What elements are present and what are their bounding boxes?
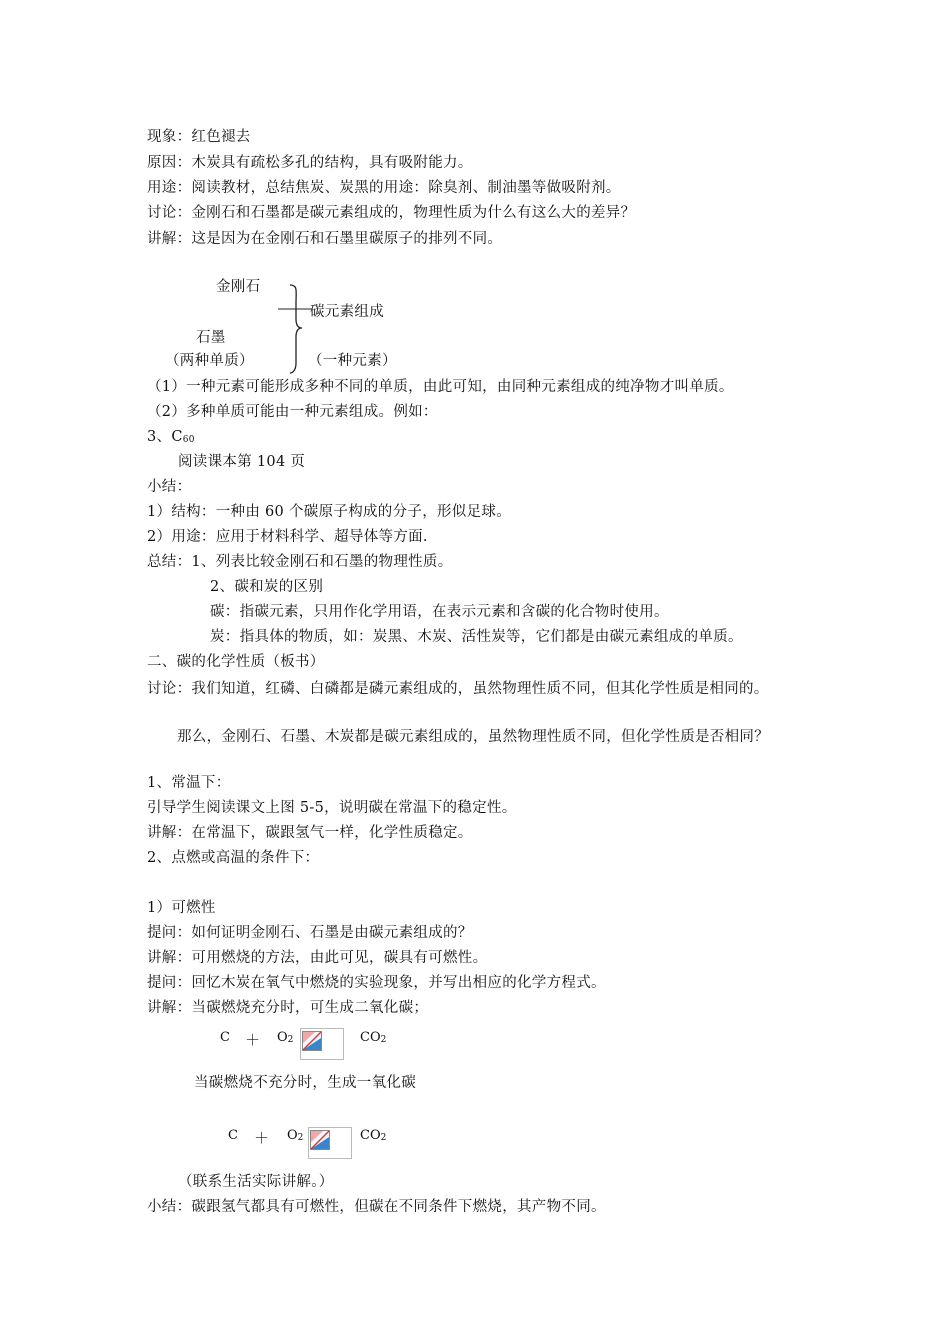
text-line: 2、碳和炭的区别	[210, 579, 324, 595]
text-line: （2）多种单质可能由一种元素组成。例如：	[147, 404, 438, 420]
reaction-arrow-image	[308, 1127, 352, 1159]
text-line: 讨论：金刚石和石墨都是碳元素组成的，物理性质为什么有这么大的差异？	[147, 205, 636, 221]
diagram-diamond-label: 金刚石	[216, 279, 261, 295]
text-line: 讲解：可用燃烧的方法，由此可见，碳具有可燃性。	[147, 950, 488, 966]
text-line: 小结：	[147, 479, 192, 495]
reaction-plus: ＋	[245, 1031, 261, 1049]
text-line: 炭：指具体的物质，如：炭黑、木炭、活性炭等，它们都是由碳元素组成的单质。	[210, 629, 743, 645]
text-line: 当碳燃烧不充分时，生成一氧化碳	[194, 1075, 416, 1091]
paragraph: 讨论：我们知道，红磷、白磷都是磷元素组成的，虽然物理性质不同，但其化学性质是相同的。	[147, 681, 769, 697]
text-line: 讲解：当碳燃烧充分时，可生成二氧化碳；	[147, 1000, 429, 1016]
text-line: 用途：阅读教材，总结焦炭、炭黑的用途：除臭剂、制油墨等做吸附剂。	[147, 180, 621, 196]
text-line: 1、常温下：	[147, 775, 231, 791]
paragraph: 那么，金刚石、石墨、木炭都是碳元素组成的，虽然物理性质不同，但化学性质是否相同？	[177, 729, 769, 745]
text-line: 阅读课本第 104 页	[178, 454, 306, 470]
text-line: 现象：红色褪去	[147, 129, 251, 145]
text-line: （联系生活实际讲解。）	[178, 1174, 334, 1190]
text-line: 提问：如何证明金刚石、石墨是由碳元素组成的？	[147, 925, 473, 941]
c60-heading	[147, 427, 195, 450]
text-line: 2）用途：应用于材料科学、超导体等方面.	[147, 529, 428, 545]
diagram-carbon-composed-label: 碳元素组成	[310, 304, 384, 320]
c60-subscript: 60	[182, 435, 195, 445]
reaction-reactant-o2: $O_2$	[277, 1030, 294, 1045]
broken-image-icon	[310, 1130, 330, 1150]
reaction-product-co2: $CO_2$	[360, 1128, 387, 1143]
reaction-plus: ＋	[254, 1129, 270, 1147]
reaction-reactant-o2: $O_2$	[287, 1128, 304, 1143]
reaction-reactant-c: C	[228, 1128, 238, 1143]
text-line: （1）一种元素可能形成多种不同的单质，由此可知，由同种元素组成的纯净物才叫单质。	[147, 379, 734, 395]
text-line: 引导学生阅读课文上图 5-5，说明碳在常温下的稳定性。	[147, 800, 517, 816]
diagram-graphite-label: 石墨	[196, 330, 226, 346]
section-heading: 二、碳的化学性质（板书）	[147, 654, 325, 670]
text-line: 1）结构：一种由 60 个碳原子构成的分子，形似足球。	[147, 504, 511, 520]
text-line: 1）可燃性	[147, 900, 216, 916]
text-line: 2、点燃或高温的条件下：	[147, 850, 320, 866]
text-line: 讲解：这是因为在金刚石和石墨里碳原子的排列不同。	[147, 231, 503, 247]
reaction-arrow-image	[300, 1028, 344, 1060]
text-line: 小结：碳跟氢气都具有可燃性，但碳在不同条件下燃烧，其产物不同。	[147, 1199, 606, 1215]
text-line: 碳：指碳元素，只用作化学用语，在表示元素和含碳的化合物时使用。	[210, 604, 669, 620]
text-line: 原因：木炭具有疏松多孔的结构，具有吸附能力。	[147, 155, 473, 171]
c60-prefix: 3、C	[147, 429, 183, 445]
broken-image-icon	[302, 1031, 322, 1051]
reaction-reactant-c: C	[220, 1030, 230, 1045]
diagram-two-substances-label: （两种单质）	[165, 353, 254, 369]
text-line: 提问：回忆木炭在氧气中燃烧的实验现象，并写出相应的化学方程式。	[147, 975, 606, 991]
reaction-product-co2: $CO_2$	[360, 1030, 387, 1045]
diagram-one-element-label: （一种元素）	[308, 353, 397, 369]
text-line: 讲解：在常温下，碳跟氢气一样，化学性质稳定。	[147, 825, 473, 841]
text-line: 总结：1、列表比较金刚石和石墨的物理性质。	[147, 554, 453, 570]
